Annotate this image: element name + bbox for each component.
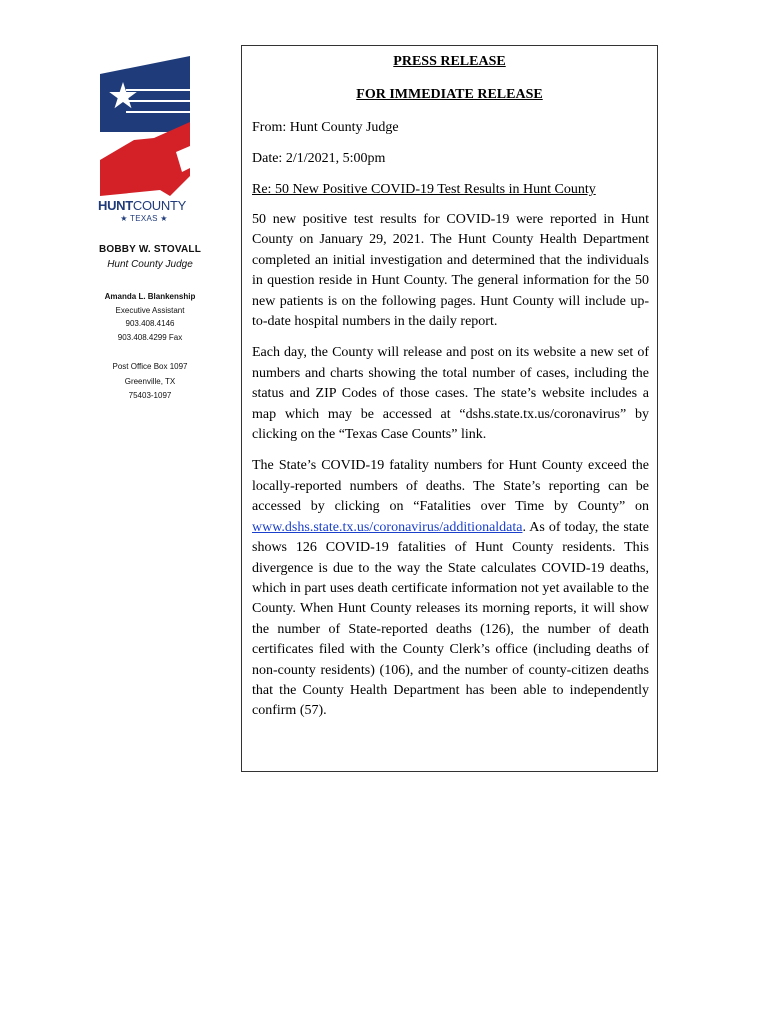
press-release-box (241, 45, 658, 772)
judge-name: BOBBY W. STOVALL (98, 244, 202, 255)
texas-flag-emblem-icon (98, 56, 190, 196)
immediate-release-heading: FOR IMMEDIATE RELEASE (356, 87, 543, 102)
address-line-3: 75403-1097 (128, 391, 172, 400)
release-body (252, 210, 649, 733)
hunt-county-logo (98, 56, 190, 196)
assistant-name: Amanda L. Blankenship (104, 292, 196, 301)
from-line: From: Hunt County Judge (252, 120, 399, 135)
mailing-address (80, 360, 220, 404)
logo-word-county: COUNTY (132, 198, 186, 213)
phone-number: 903.408.4146 (125, 319, 175, 328)
fax-number: 903.408.4299 Fax (117, 332, 183, 342)
sidebar-contact (80, 244, 220, 404)
assistant-block (80, 290, 220, 344)
subject-line: Re: 50 New Positive COVID-19 Test Results in Hunt County (252, 182, 596, 197)
date-line: Date: 2/1/2021, 5:00pm (252, 151, 386, 166)
paragraph-3-text-a: The State’s COVID-19 fatality numbers for Hunt County exceed the locally-reported numbers of deaths. The State’s reporting can be accessed by clicking on “Fatalities over Time by County” on (252, 458, 649, 515)
address-line-1: Post Office Box 1097 (112, 362, 188, 371)
paragraph-3-text-b: . As of today, the state shows 126 COVID-19 fatalities of Hunt County residents. This divergence is due to the way the State calculates COVID-19 deaths, which in part uses death certificate information not yet available to the County. When Hunt County releases its morning reports, it will show the number of State-reported deaths (126), the number of death certificates filed with the County Clerk’s office (including deaths of non-county residents) (106), and the number of county-citizen deaths that the County Health Department has been able to independently confirm (57). (252, 519, 649, 719)
address-line-2: Greenville, TX (124, 376, 176, 386)
press-release-heading: PRESS RELEASE (393, 54, 506, 69)
judge-title: Hunt County Judge (107, 259, 193, 270)
assistant-role: Executive Assistant (115, 305, 185, 315)
dshs-additional-data-link[interactable]: www.dshs.state.tx.us/coronavirus/additionaldata (252, 519, 523, 535)
logo-wordmark (98, 198, 196, 213)
paragraph-2: Each day, the County will release and post on its website a new set of numbers and charts showing the total number of cases, including the status and ZIP Codes of those cases. The state’s website includes a map which may be accessed at “dshs.state.tx.us/coronavirus” by clicking on the “Texas Case Counts” link. (252, 345, 649, 443)
logo-word-hunt: HUNT (98, 198, 133, 213)
paragraph-1: 50 new positive test results for COVID-19 were reported in Hunt County on January 29, 2021. The Hunt County Health Department completed an initial investigation and determined that the individuals in question reside in Hunt County. The general information for the 50 new patients is on the following pages. Hunt County will include up-to-date hospital numbers in the daily report. (252, 212, 649, 330)
paragraph-3 (252, 456, 649, 721)
logo-subtitle: ★ TEXAS ★ (120, 214, 168, 223)
